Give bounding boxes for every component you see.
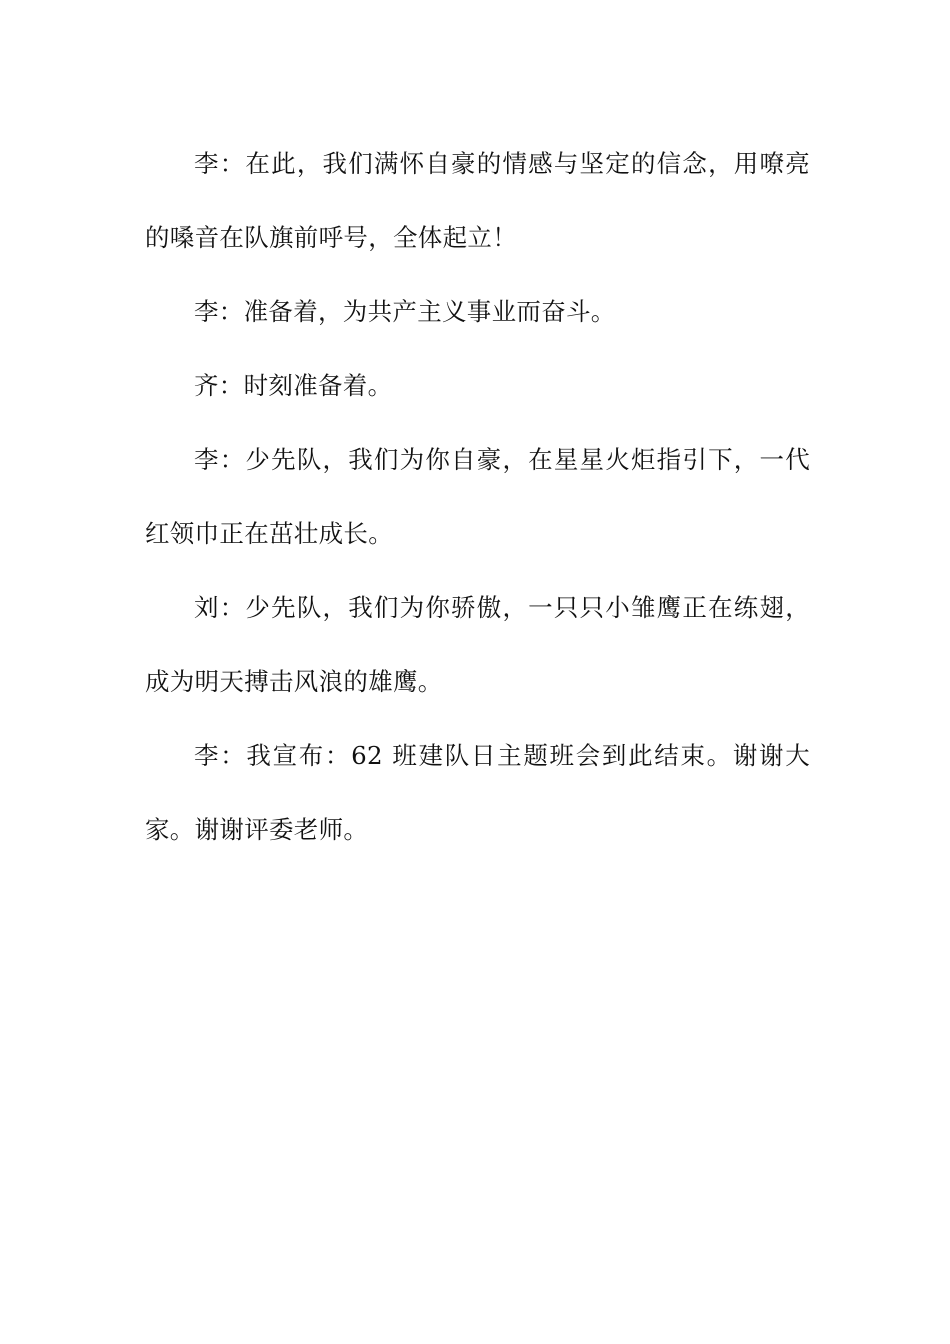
paragraph-be-prepared: 李：准备着，为共产主义事业而奋斗。: [194, 297, 616, 326]
paragraph-proud-of-pioneers: 李：少先队，我们为你自豪，在星星火炬指引下，一代红领巾正在茁壮成长。: [145, 445, 810, 548]
document-body: [145, 127, 810, 867]
paragraph-young-eagles: 刘：少先队，我们为你骄傲，一只只小雏鹰正在练翅，成为明天搏击风浪的雄鹰。: [145, 593, 810, 696]
paragraph-closing-announcement: 李：我宣布：62 班建队日主题班会到此结束。谢谢大家。谢谢评委老师。: [145, 741, 810, 844]
paragraph-always-prepared: 齐：时刻准备着。: [194, 371, 393, 400]
paragraph-rising-call: 李：在此，我们满怀自豪的情感与坚定的信念，用嘹亮的嗓音在队旗前呼号，全体起立！: [145, 149, 810, 252]
